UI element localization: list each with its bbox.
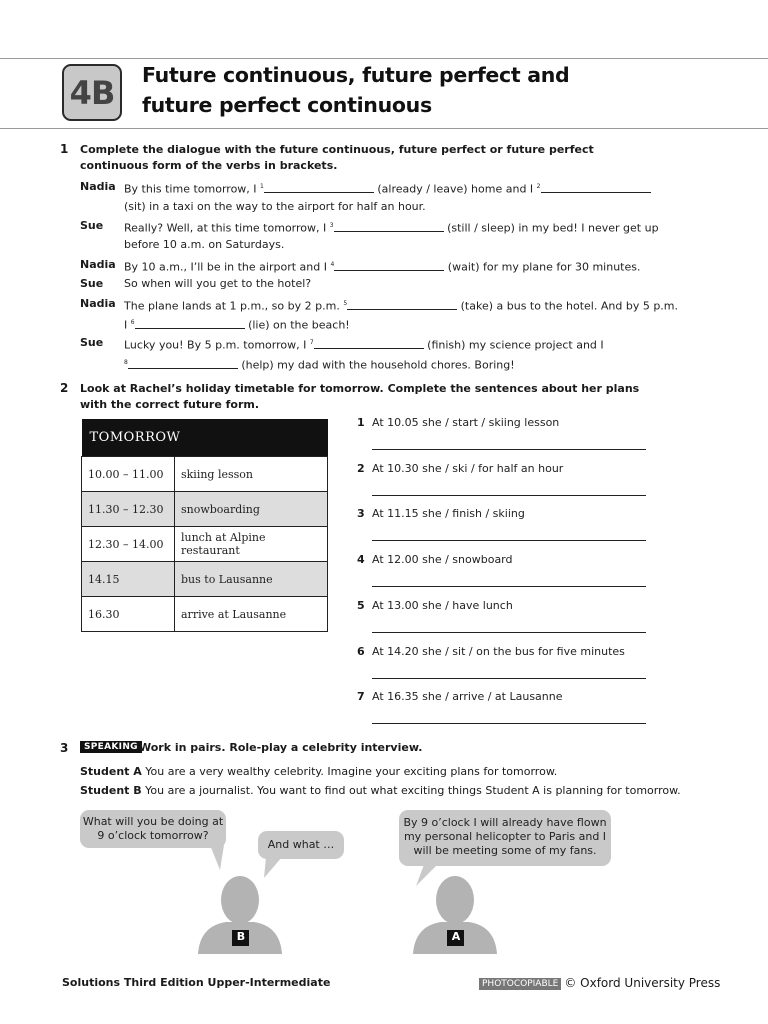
answer-blank[interactable] [334,221,444,232]
answer-blank[interactable] [135,318,245,329]
prompt-number: 5 [357,598,365,612]
timetable-header: TOMORROW [82,419,328,457]
page-title [142,60,702,120]
bubble-1-line-1: What will you be doing at [82,815,224,828]
answer-line[interactable] [372,586,646,587]
line-text: (take) a bus to the hotel. And by 5 p.m. [457,299,679,313]
unit-badge: 4B [62,64,122,121]
prompt-text: At 16.35 she / arrive / at Lausanne [372,690,563,704]
prompt-text: At 13.00 she / have lunch [372,598,513,612]
answer-line[interactable] [372,723,646,724]
answer-blank[interactable] [541,182,651,193]
photocopiable-tag: PHOTOCOPIABLE [479,978,561,990]
dialogue-line [124,316,644,333]
dialogue-line [124,336,644,353]
table-activity: snowboarding [175,492,328,527]
gap-number: 6 [130,319,135,326]
exercise-3-instruction: Work in pairs. Role-play a celebrity interview. [139,741,423,754]
prompt-text: At 10.30 she / ski / for half an hour [372,461,564,475]
line-text: By this time tomorrow, I [124,182,261,196]
gap-number: 4 [330,261,335,268]
table-time: 11.30 – 12.30 [82,492,175,527]
table-activity: skiing lesson [175,457,328,492]
student-a-text: You are a very wealthy celebrity. Imagine your exciting plans for tomorrow. [145,765,558,778]
footer-publisher: © Oxford University Press [564,976,721,990]
table-time: 14.15 [82,562,175,597]
student-a-row [80,765,557,778]
line-text: Really? Well, at this time tomorrow, I [124,221,330,235]
speaker-name: Sue [80,277,104,290]
top-rule [0,58,768,59]
title-line-1: Future continuous, future perfect and [142,63,570,87]
speaker-name: Nadia [80,297,116,310]
dialogue-line: (sit) in a taxi on the way to the airport for half an hour. [124,200,426,213]
timetable [81,419,328,632]
gap-number: 7 [309,339,314,346]
table-row [82,597,328,632]
answer-line[interactable] [372,632,646,633]
line-text: (still / sleep) in my bed! I never get up [443,221,659,235]
bubble-3-line-1: By 9 o’clock I will already have flown [403,816,607,829]
student-a-label: Student A [80,765,142,778]
prompt-number: 1 [357,416,365,429]
exercise-1-instruction: Complete the dialogue with the future continuous, future perfect or future perfect continuous form of the verbs in brackets. [80,143,594,172]
table-row [82,457,328,492]
exercise-1-number: 1 [60,142,69,156]
line-text: By 10 a.m., I’ll be in the airport and I [124,260,331,274]
bubble-1-line-2: 9 o’clock tomorrow? [97,829,209,842]
answer-blank[interactable] [334,260,444,271]
footer-title: Solutions Third Edition Upper-Intermediate [62,976,331,989]
speaker-name: Sue [80,336,104,349]
figure-b-label: B [236,930,246,943]
student-b-text: You are a journalist. You want to find out what exciting things Student A is planning for tomorrow. [145,784,681,797]
table-row [82,562,328,597]
prompt-number: 4 [357,553,365,567]
line-text: (help) my dad with the household chores. Boring! [237,358,515,372]
bubble-3-line-3: will be meeting some of my fans. [413,844,597,857]
figure-a-label: A [451,930,461,943]
dialogue-line: So when will you get to the hotel? [124,277,312,290]
line-text: (wait) for my plane for 30 minutes. [444,260,641,274]
prompt-text: At 12.00 she / snowboard [372,553,513,567]
answer-blank[interactable] [128,358,238,369]
student-b-row [80,784,681,797]
prompt-text: At 11.15 she / finish / skiing [372,507,525,521]
answer-blank[interactable] [264,182,374,193]
table-row [82,492,328,527]
bubble-2-tail [264,857,282,878]
table-time: 12.30 – 14.00 [82,527,175,562]
footer-copyright [479,976,720,990]
line-text: I [124,318,131,332]
table-activity: arrive at Lausanne [175,597,328,632]
answer-line[interactable] [372,678,646,679]
dialogue-line [124,258,644,275]
dialogue-line [124,297,679,314]
exercise-2-number: 2 [60,381,69,395]
student-b-label: Student B [80,784,142,797]
prompt-number: 3 [357,507,365,521]
table-row [82,527,328,562]
line-text: Lucky you! By 5 p.m. tomorrow, I [124,338,310,352]
dialogue-line [124,219,659,236]
gap-number: 8 [124,359,128,366]
table-time: 16.30 [82,597,175,632]
speaker-name: Nadia [80,258,116,271]
gap-number: 1 [260,183,264,190]
line-text: (lie) on the beach! [244,318,350,332]
speaker-name: Nadia [80,180,116,193]
answer-line[interactable] [372,449,646,450]
prompt-number: 2 [357,461,365,475]
dialogue-line [124,180,644,197]
dialogue-line: before 10 a.m. on Saturdays. [124,238,285,251]
answer-line[interactable] [372,540,646,541]
dialogue-line [124,356,644,373]
table-time: 10.00 – 11.00 [82,457,175,492]
answer-blank[interactable] [314,338,424,349]
exercise-3-number: 3 [60,741,69,755]
prompt-number: 6 [357,644,365,658]
title-rule [0,128,768,129]
gap-number: 5 [343,300,348,307]
gap-number: 2 [536,183,541,190]
prompt-text: At 14.20 she / sit / on the bus for five minutes [372,644,625,658]
speaker-name: Sue [80,219,104,232]
line-text: (already / leave) home and I [373,182,537,196]
speech-bubble-question [80,810,226,848]
prompt-number: 7 [357,690,365,704]
table-activity: lunch at Alpine restaurant [175,527,328,562]
speaking-tag: SPEAKING [80,741,142,753]
exercise-2-instruction: Look at Rachel’s holiday timetable for tomorrow. Complete the sentences about her plans with the correct future form. [80,382,640,411]
answer-line[interactable] [372,495,646,496]
speech-bubble-answer [399,810,611,866]
title-line-2: future perfect continuous [142,93,432,117]
prompt-text: At 10.05 she / start / skiing lesson [372,416,560,429]
answer-blank[interactable] [347,299,457,310]
line-text: The plane lands at 1 p.m., so by 2 p.m. [124,299,344,313]
bubble-3-line-2: my personal helicopter to Paris and I [403,830,607,843]
table-activity: bus to Lausanne [175,562,328,597]
gap-number: 3 [329,222,334,229]
speech-bubble-followup: And what … [258,831,344,859]
line-text: (finish) my science project and I [423,338,604,352]
bubble-1-tail [210,845,224,870]
